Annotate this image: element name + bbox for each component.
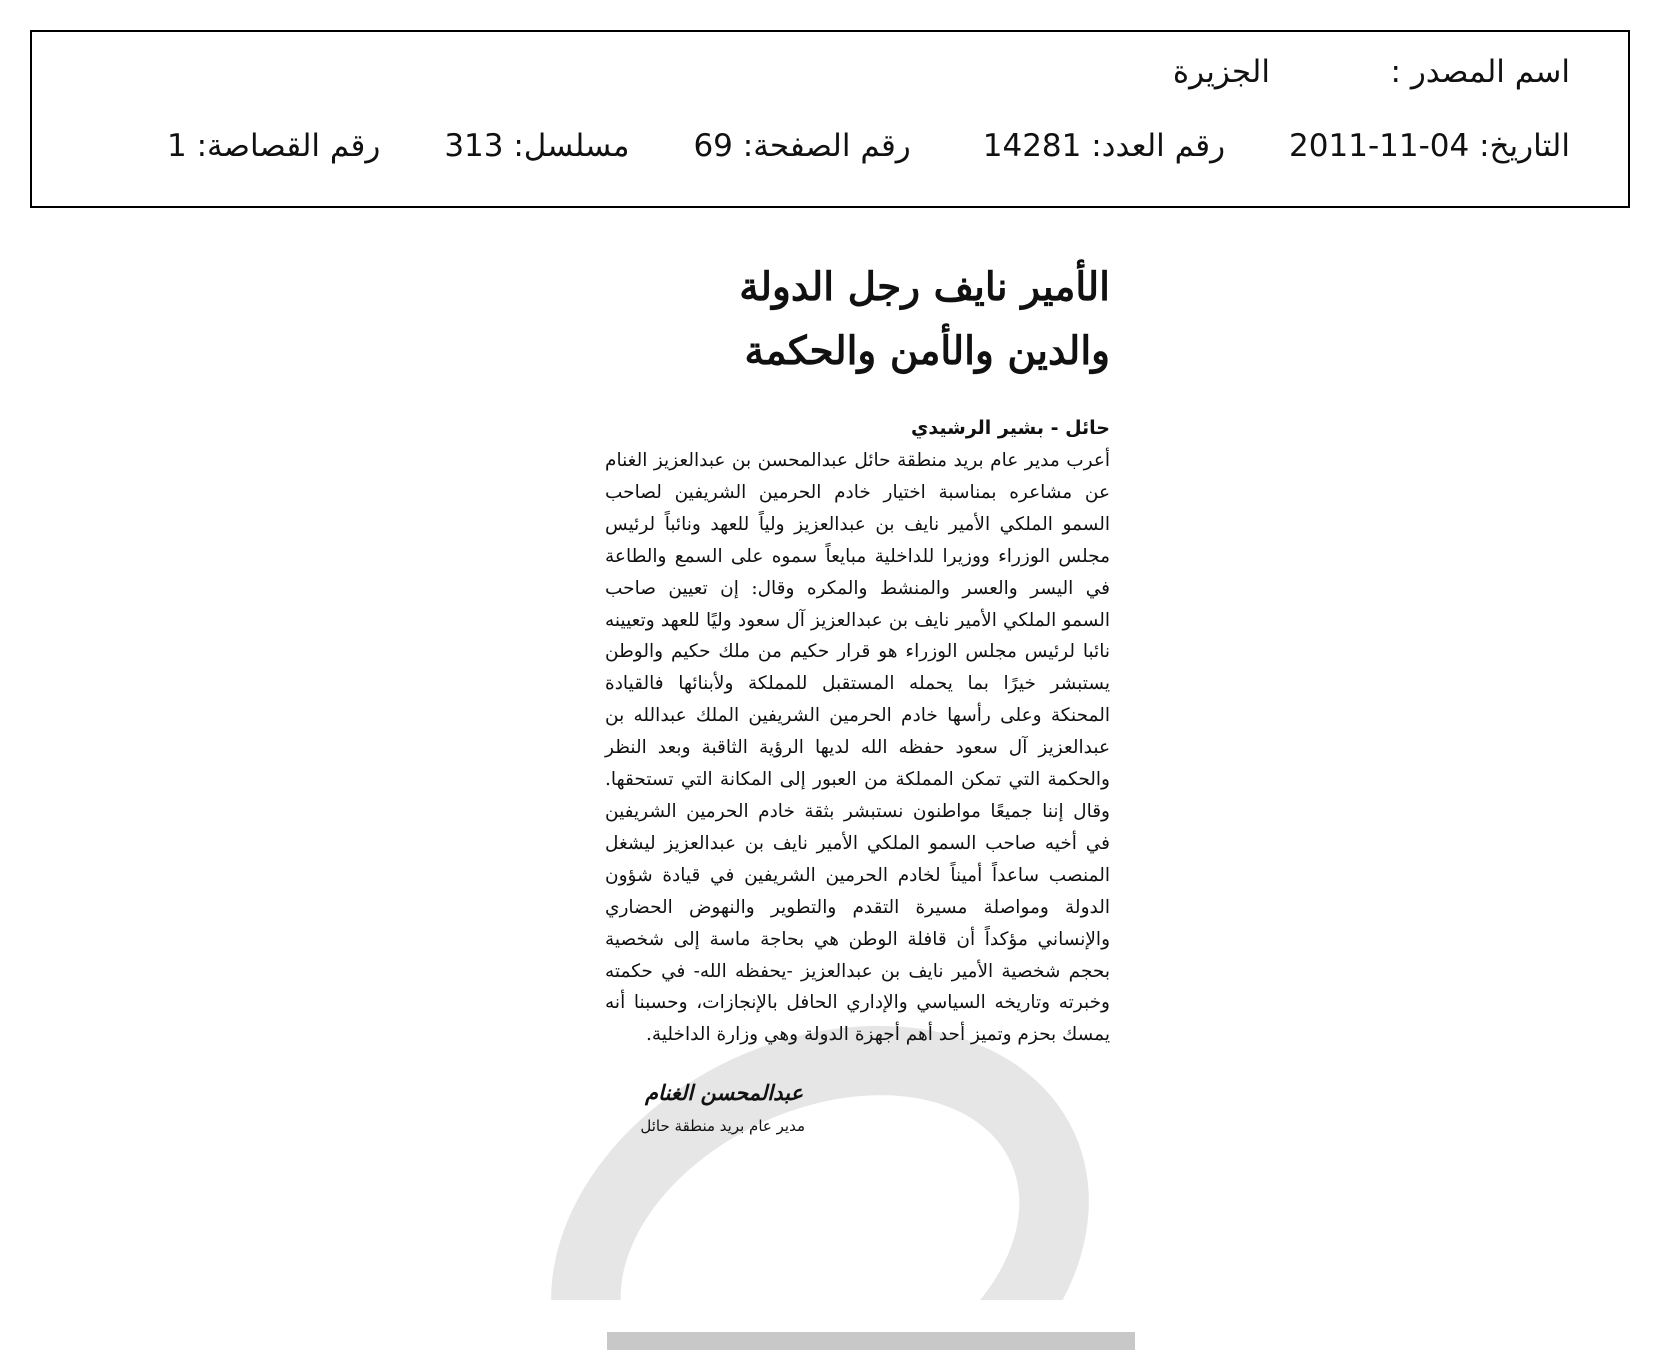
serial-label: مسلسل: xyxy=(513,128,630,164)
article xyxy=(605,255,1110,1135)
headline-line-1: الأمير نايف رجل الدولة xyxy=(739,264,1110,310)
clipping-metadata-box xyxy=(30,30,1630,208)
serial-field xyxy=(444,128,629,164)
byline: حائل - بشير الرشيدي xyxy=(911,417,1110,439)
source-value: الجزيرة xyxy=(1172,54,1270,90)
issue-value: 14281 xyxy=(982,128,1082,164)
page-label: رقم الصفحة: xyxy=(742,128,911,164)
source-row xyxy=(1173,54,1570,90)
article-body: أعرب مدير عام بريد منطقة حائل عبدالمحسن بن عبدالعزيز الغنام عن مشاعره بمناسبة اختيار خادم الحرمين الشريفين لصاحب السمو الملكي الأمير نايف بن عبدالعزيز ولياً للعهد ونائباً لرئيس مجلس الوزراء ووزيرا للداخلية مبايعاً سموه على السمع والطاعة في اليسر والعسر والمنشط والمكره وقال: إن تعيين صاحب السمو الملكي الأمير نايف بن عبدالعزيز آل سعود وليًا للعهد وتعيينه نائبا لرئيس مجلس الوزراء هو قرار حكيم من ملك حكيم والوطن يستبشر خيرًا بما يحمله المستقبل للمملكة ولأبنائها فالقيادة المحنكة وعلى رأسها خادم الحرمين الشريفين الملك عبدالله بن عبدالعزيز آل سعود حفظه الله لديها الرؤية الثاقبة وبعد النظر والحكمة التي تمكن المملكة من العبور إلى المكانة التي تستحقها. وقال إننا جميعًا مواطنون نستبشر بثقة خادم الحرمين الشريفين في أخيه صاحب السمو الملكي الأمير نايف بن عبدالعزيز ليشغل المنصب ساعداً أميناً لخادم الحرمين الشريفين في قيادة شؤون الدولة ومواصلة مسيرة التقدم والتطوير والنهوض الحضاري والإنساني مؤكداً أن قافلة الوطن هي بحاجة ماسة إلى شخصية بحجم شخصية الأمير نايف بن عبدالعزيز -يحفظه الله- في حكمته وخبرته وتاريخه السياسي والإداري الحافل بالإنجازات، وحسبنا أنه يمسك بحزم وتميز أحد أهم أجهزة الدولة وهي وزارة الداخلية. xyxy=(605,450,1110,1046)
clip-value: 1 xyxy=(166,128,187,164)
headline-line-2: والدين والأمن والحكمة xyxy=(744,328,1110,374)
clipping-bottom-bar xyxy=(607,1332,1135,1350)
clip-field xyxy=(167,128,380,164)
serial-value: 313 xyxy=(444,128,504,164)
author-name: عبدالمحسن الغنام xyxy=(645,1081,803,1106)
page-field xyxy=(693,128,910,164)
issue-field xyxy=(983,128,1225,164)
author-title: مدير عام بريد منطقة حائل xyxy=(640,1117,805,1136)
issue-label: رقم العدد: xyxy=(1091,128,1226,164)
source-label: اسم المصدر : xyxy=(1390,54,1570,90)
date-value: 2011-11-04 xyxy=(1289,128,1470,164)
headline xyxy=(605,255,1110,383)
clip-label: رقم القصاصة: xyxy=(196,128,381,164)
details-row xyxy=(167,128,1570,164)
date-field xyxy=(1289,128,1570,164)
page-value: 69 xyxy=(693,128,733,164)
date-label: التاريخ: xyxy=(1479,128,1570,164)
